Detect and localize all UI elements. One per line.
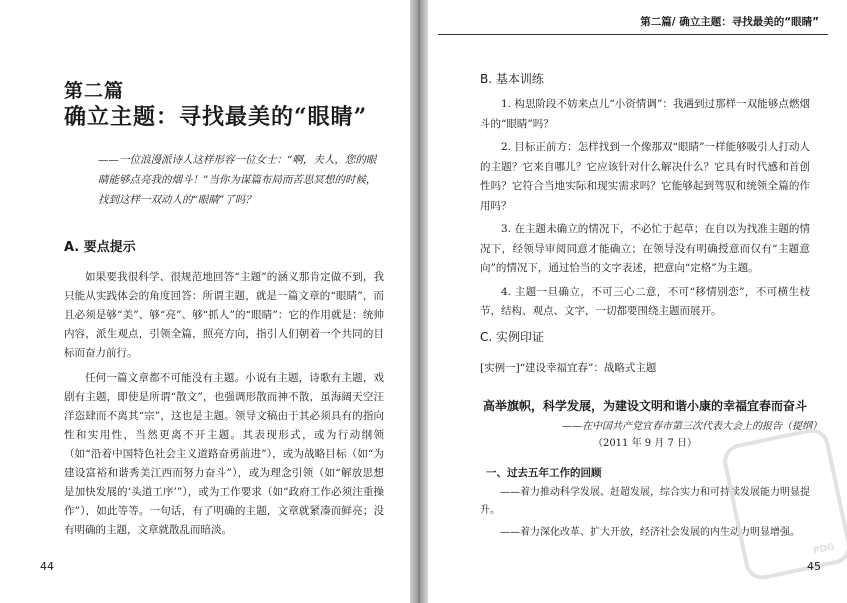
part-title: 第二篇 xyxy=(64,80,125,102)
list-item: 4. 主题一旦确立，不可三心二意，不可“移情别恋”，不可横生枝节，结构、观点、文字，一切都要围绕主题而展开。 xyxy=(480,285,810,317)
section-b-heading: B. 基本训练 xyxy=(480,72,544,86)
section-a-heading: A. 要点提示 xyxy=(64,240,136,255)
report-title: 高举旗帜，科学发展，为建设文明和谐小康的幸福宜春而奋斗 xyxy=(482,399,807,413)
stamp-text: PDG xyxy=(812,542,836,557)
report-subtitle: ——在中国共产党宜春市第三次代表大会上的报告（提纲） xyxy=(562,421,822,432)
training-list xyxy=(480,95,810,326)
subsection-title: 一、过去五年工作的回顾 xyxy=(486,467,602,479)
running-header: 第二篇/ 确立主题：寻找最美的“眼睛” xyxy=(640,16,819,28)
report-date: （2011 年 9 月 7 日） xyxy=(592,438,698,449)
list-item: ——着力深化改革、扩大开放，经济社会发展的内生动力明显增强。 xyxy=(500,527,800,538)
list-item: 2. 目标正前方：怎样找到一个像那双“眼睛”一样能够吸引人打动人的主题？它来自哪儿？它应该针对什么解决什么？它具有时代感和首创性吗？它符合当地实际和现实需求吗？它能够起到驾驭和统领全篇的作用吗？ xyxy=(480,141,810,212)
epigraph: ——一位浪漫派诗人这样形容一位女士：“啊，夫人，您的眼睛能够点亮我的烟斗！”当你为谋篇布局而苦思冥想的时候，找到这样一双动人的“眼睛”了吗？ xyxy=(98,154,377,206)
right-page xyxy=(428,0,847,603)
paragraph: 如果要我很科学、很规范地回答“主题”的涵义那肯定做不到，我只能从实践体会的角度回答：所谓主题，就是一篇文章的“眼睛”，而且必须是够“美”、够“亮”、够“抓人”的“眼睛”：它的作用就是：统帅内容，派生观点，引领全篇，照亮方向，指引人们朝着一个共同的目标而奋力前行。 xyxy=(64,271,384,359)
list-item: 1. 构思阶段不妨来点儿“小资情调”：我遇到过那样一双能够点燃烟斗的“眼睛”吗？ xyxy=(480,98,810,130)
chapter-title: 确立主题：寻找最美的“眼睛” xyxy=(64,104,368,130)
book-gutter xyxy=(410,0,428,603)
paragraph: 任何一篇文章都不可能没有主题。小说有主题，诗歌有主题，戏剧有主题，即使是所谓“散文”，也强调形散而神不散，虽海阔天空汪洋恣肆而不离其“宗”，这也是主题。领导文稿由于其必须具有的指向性和实用性，当然更离不开主题。其表现形式，或为行动纲领（如“沿着中国特色社会主义道路奋勇前进”），或为战略目标（如“为建设富裕和谐秀美江西而努力奋斗”），或为理念引领（如“解放思想是加快发展的‘头道工序’”），或为工作要求（如“政府工作必须注重操作”），如此等等。一句话，有了明确的主题，文章就紧凑而鲜亮；没有明确的主题，文章就散乱而暗淡。 xyxy=(64,372,384,536)
left-body-text xyxy=(64,268,384,546)
page-number-right: 45 xyxy=(807,560,821,573)
list-item: ——着力推动科学发展、赶超发展，综合实力和可持续发展能力明显提升。 xyxy=(480,487,810,516)
section-c-heading: C. 实例印证 xyxy=(480,330,545,344)
left-page xyxy=(0,0,410,603)
page-number-left: 44 xyxy=(40,560,54,573)
list-item: 3. 在主题未确立的情况下，不必忙于起草；在自以为找准主题的情况下，经领导审阅同意才能确立；在领导没有明确授意而仅有“主题意向”的情况下，通过恰当的文字表述，把意向“定格”为主题。 xyxy=(480,223,810,274)
case-label: [实例一]“建设幸福宜春”：战略式主题 xyxy=(480,362,657,374)
watermark-stamp xyxy=(720,425,847,582)
header-rule xyxy=(438,34,828,35)
